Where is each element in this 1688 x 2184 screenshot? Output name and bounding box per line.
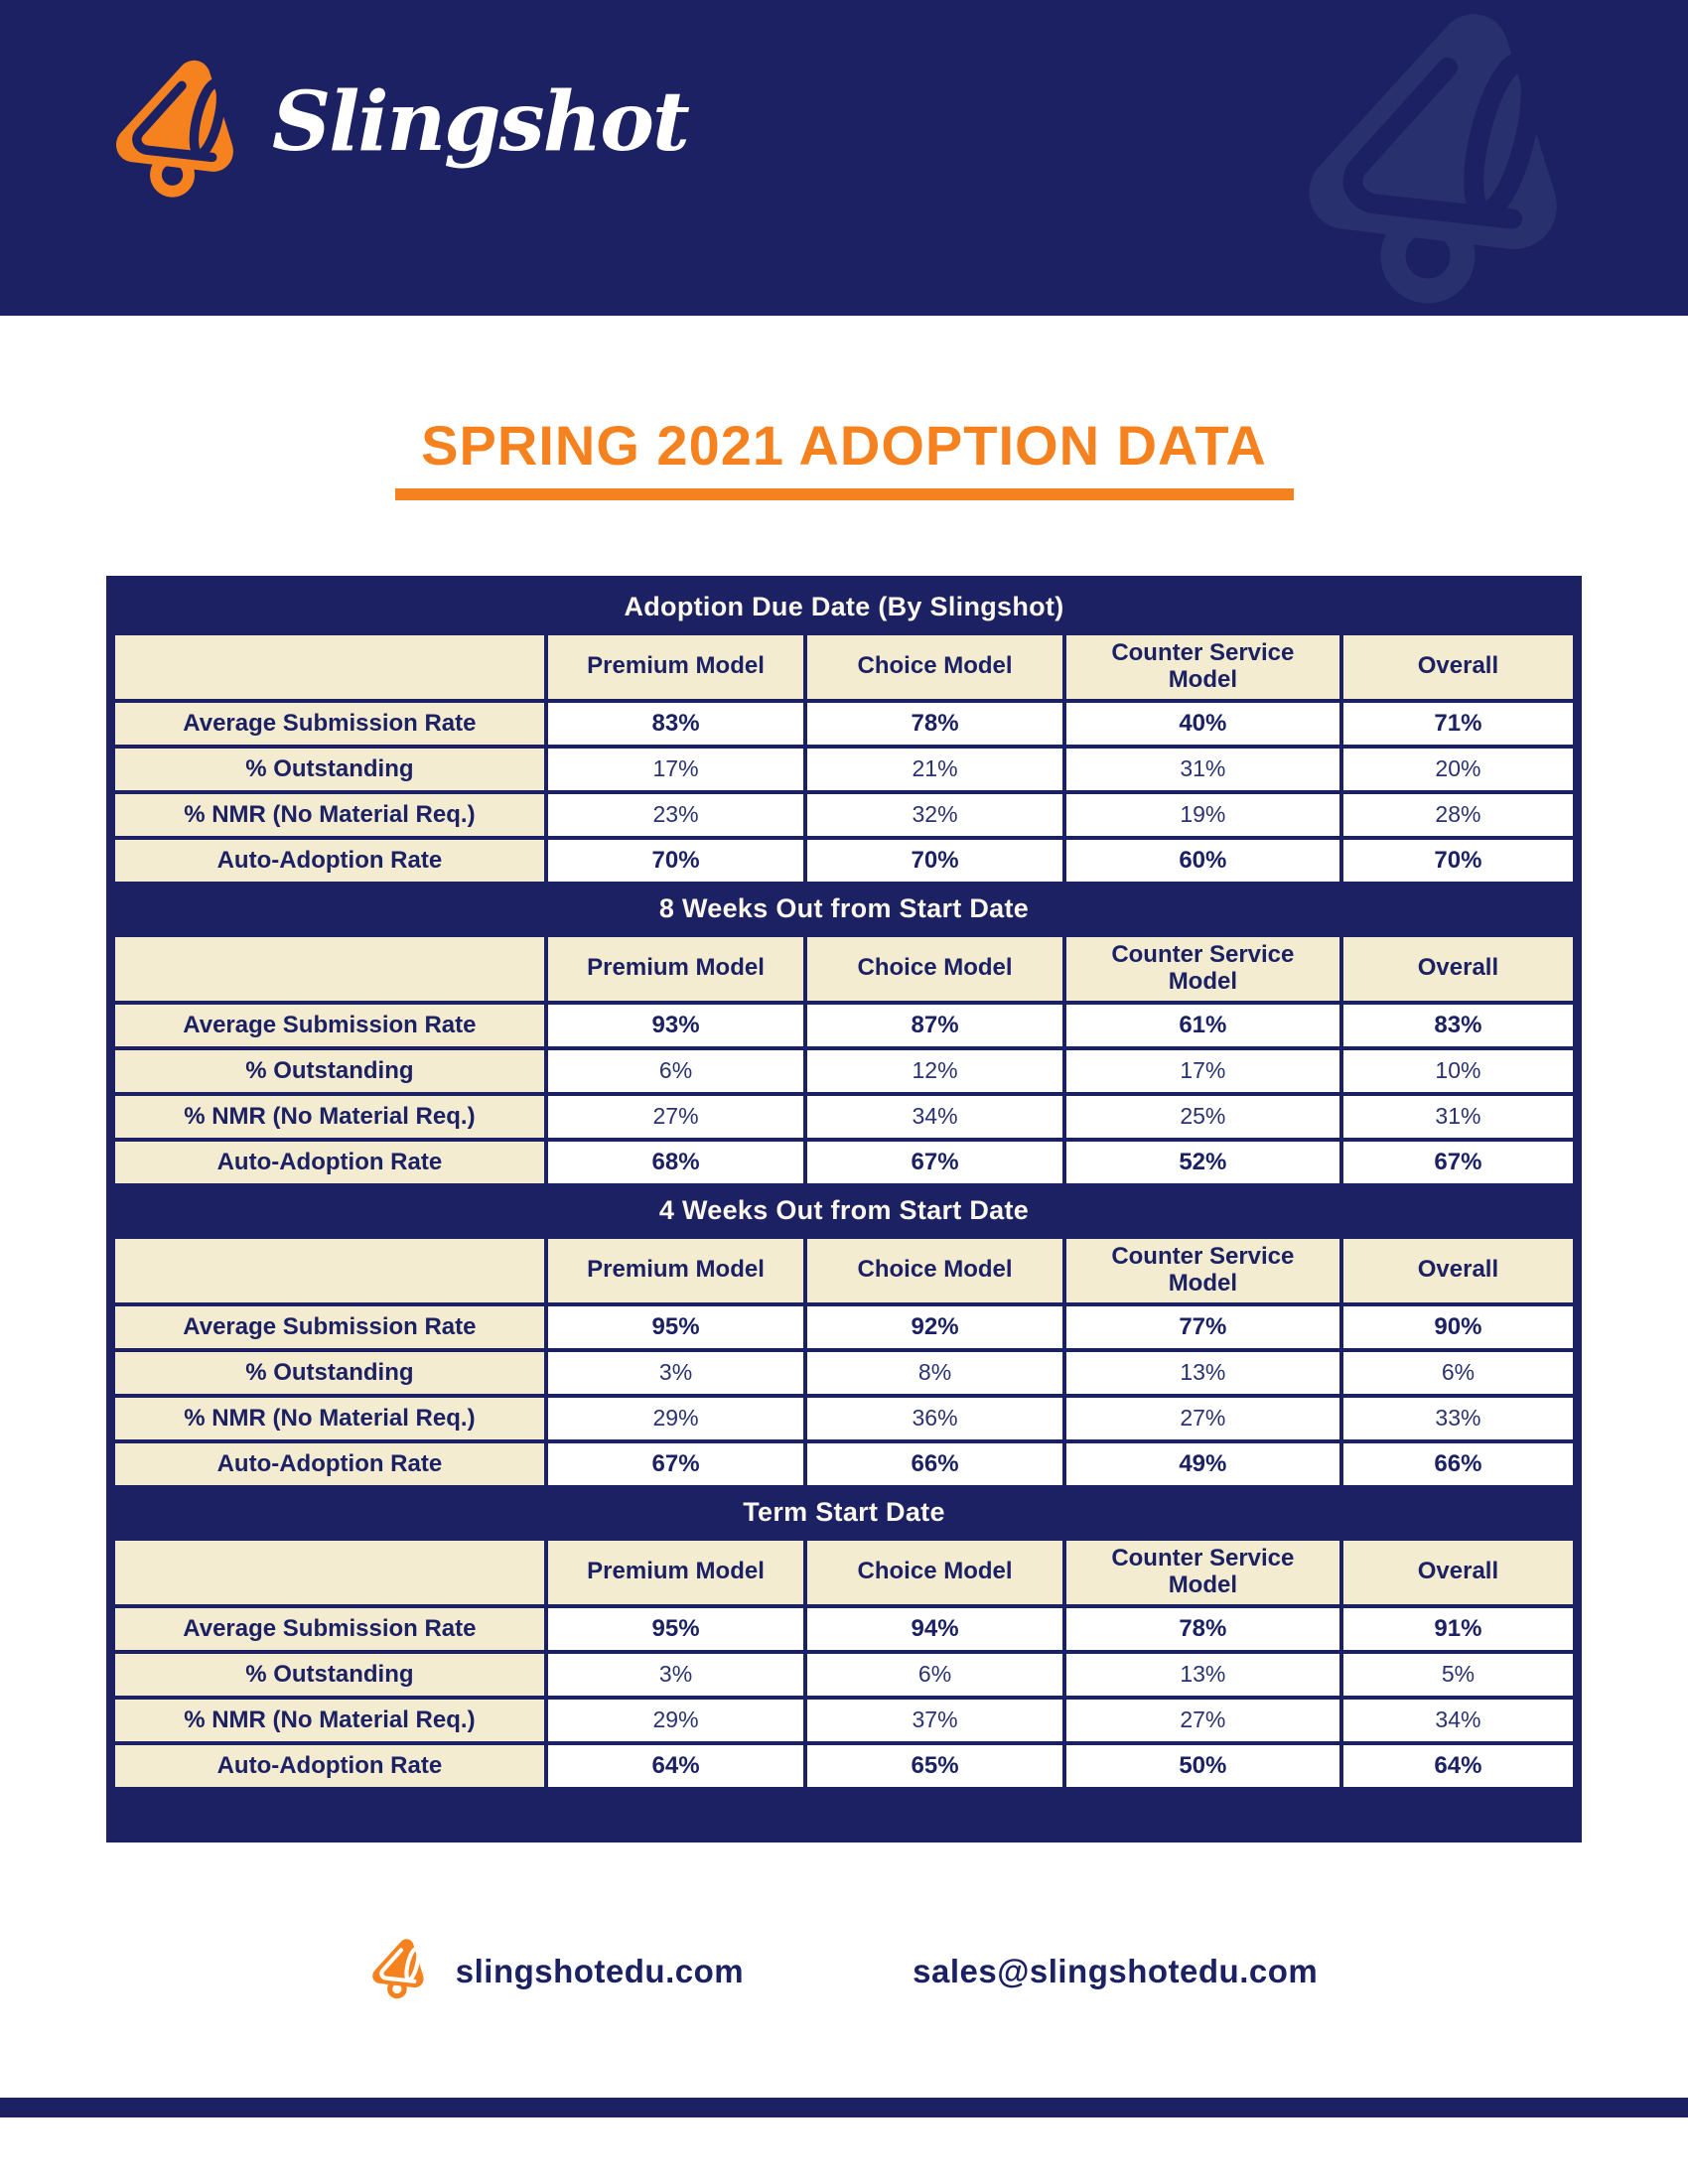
row-label: Average Submission Rate	[115, 1306, 544, 1348]
footer-email	[913, 1953, 1318, 1990]
data-cell: 49%	[1066, 1443, 1339, 1485]
website-link[interactable]: slingshotedu.com	[455, 1952, 745, 1989]
data-cell: 52%	[1066, 1142, 1339, 1183]
data-cell: 66%	[1343, 1443, 1573, 1485]
data-cell: 50%	[1066, 1745, 1339, 1787]
footer	[0, 1938, 1688, 2005]
data-cell: 25%	[1066, 1096, 1339, 1138]
data-cell: 70%	[548, 840, 804, 882]
data-cell: 83%	[548, 703, 804, 745]
column-header: Premium Model	[548, 1541, 804, 1604]
data-cell: 67%	[807, 1142, 1062, 1183]
column-header: Counter Service Model	[1066, 1541, 1339, 1604]
data-cell: 60%	[1066, 840, 1339, 882]
row-label: % NMR (No Material Req.)	[115, 1398, 544, 1439]
section-title: 4 Weeks Out from Start Date	[658, 1195, 1030, 1226]
data-cell: 93%	[548, 1005, 804, 1046]
section-grid	[115, 1541, 1573, 1787]
brand-wordmark: Slingshot	[272, 74, 688, 170]
section-grid	[115, 1239, 1573, 1485]
data-cell: 40%	[1066, 703, 1339, 745]
data-cell: 32%	[807, 794, 1062, 836]
data-cell: 27%	[1066, 1700, 1339, 1741]
data-cell: 34%	[807, 1096, 1062, 1138]
title-underline	[395, 488, 1294, 500]
data-cell: 94%	[807, 1608, 1062, 1650]
megaphone-icon	[370, 1938, 432, 2005]
bottom-accent-bar	[0, 2098, 1688, 2117]
row-label: % Outstanding	[115, 1050, 544, 1092]
column-header: Overall	[1343, 635, 1573, 699]
data-cell: 67%	[1343, 1142, 1573, 1183]
data-cell: 95%	[548, 1608, 804, 1650]
row-label: % NMR (No Material Req.)	[115, 1700, 544, 1741]
row-label: % NMR (No Material Req.)	[115, 1096, 544, 1138]
data-cell: 20%	[1343, 749, 1573, 790]
row-label: Average Submission Rate	[115, 1005, 544, 1046]
data-cell: 6%	[1343, 1352, 1573, 1394]
footer-website	[370, 1938, 744, 2005]
data-cell: 65%	[807, 1745, 1062, 1787]
data-cell: 19%	[1066, 794, 1339, 836]
data-cell: 23%	[548, 794, 804, 836]
column-header: Overall	[1343, 937, 1573, 1001]
data-cell: 28%	[1343, 794, 1573, 836]
data-cell: 31%	[1343, 1096, 1573, 1138]
column-header: Choice Model	[807, 635, 1062, 699]
data-cell: 13%	[1066, 1352, 1339, 1394]
data-cell: 64%	[548, 1745, 804, 1787]
data-cell: 3%	[548, 1654, 804, 1696]
corner-cell	[115, 635, 544, 699]
column-header: Premium Model	[548, 937, 804, 1001]
section-grid	[115, 937, 1573, 1183]
section-grid	[115, 635, 1573, 882]
data-cell: 68%	[548, 1142, 804, 1183]
row-label: Auto-Adoption Rate	[115, 840, 544, 882]
column-header: Counter Service Model	[1066, 937, 1339, 1001]
row-label: Auto-Adoption Rate	[115, 1142, 544, 1183]
column-header: Choice Model	[807, 1239, 1062, 1302]
data-cell: 34%	[1343, 1700, 1573, 1741]
brand-logo	[111, 58, 688, 212]
row-label: % Outstanding	[115, 1352, 544, 1394]
data-cell: 87%	[807, 1005, 1062, 1046]
data-cell: 6%	[807, 1654, 1062, 1696]
row-label: Auto-Adoption Rate	[115, 1745, 544, 1787]
column-header: Overall	[1343, 1239, 1573, 1302]
row-label: Average Submission Rate	[115, 703, 544, 745]
row-label: Auto-Adoption Rate	[115, 1443, 544, 1485]
data-cell: 64%	[1343, 1745, 1573, 1787]
data-cell: 95%	[548, 1306, 804, 1348]
data-cell: 70%	[807, 840, 1062, 882]
adoption-data-table	[106, 576, 1582, 1843]
section-title: Term Start Date	[743, 1497, 945, 1528]
data-cell: 90%	[1343, 1306, 1573, 1348]
data-cell: 91%	[1343, 1608, 1573, 1650]
megaphone-icon	[111, 58, 252, 212]
megaphone-watermark-icon	[1249, 8, 1646, 316]
corner-cell	[115, 1541, 544, 1604]
row-label: % NMR (No Material Req.)	[115, 794, 544, 836]
column-header: Premium Model	[548, 635, 804, 699]
column-header: Premium Model	[548, 1239, 804, 1302]
data-cell: 37%	[807, 1700, 1062, 1741]
data-cell: 3%	[548, 1352, 804, 1394]
row-label: Average Submission Rate	[115, 1608, 544, 1650]
column-header: Counter Service Model	[1066, 635, 1339, 699]
section-title: 8 Weeks Out from Start Date	[658, 893, 1030, 924]
header-banner	[0, 0, 1688, 316]
data-cell: 13%	[1066, 1654, 1339, 1696]
data-cell: 31%	[1066, 749, 1339, 790]
data-cell: 6%	[548, 1050, 804, 1092]
data-cell: 27%	[548, 1096, 804, 1138]
data-cell: 61%	[1066, 1005, 1339, 1046]
data-cell: 29%	[548, 1700, 804, 1741]
data-cell: 67%	[548, 1443, 804, 1485]
corner-cell	[115, 937, 544, 1001]
data-cell: 10%	[1343, 1050, 1573, 1092]
data-cell: 77%	[1066, 1306, 1339, 1348]
data-cell: 12%	[807, 1050, 1062, 1092]
column-header: Counter Service Model	[1066, 1239, 1339, 1302]
data-cell: 36%	[807, 1398, 1062, 1439]
section-title: Adoption Due Date (By Slingshot)	[624, 592, 1064, 622]
row-label: % Outstanding	[115, 1654, 544, 1696]
column-header: Choice Model	[807, 1541, 1062, 1604]
data-cell: 17%	[1066, 1050, 1339, 1092]
page-title: SPRING 2021 ADOPTION DATA	[421, 414, 1267, 477]
column-header: Choice Model	[807, 937, 1062, 1001]
data-cell: 17%	[548, 749, 804, 790]
data-cell: 8%	[807, 1352, 1062, 1394]
data-cell: 70%	[1343, 840, 1573, 882]
column-header: Overall	[1343, 1541, 1573, 1604]
row-label: % Outstanding	[115, 749, 544, 790]
data-cell: 78%	[807, 703, 1062, 745]
data-cell: 83%	[1343, 1005, 1573, 1046]
data-cell: 71%	[1343, 703, 1573, 745]
data-cell: 29%	[548, 1398, 804, 1439]
data-cell: 78%	[1066, 1608, 1339, 1650]
data-cell: 66%	[807, 1443, 1062, 1485]
email-link[interactable]: sales@slingshotedu.com	[913, 1952, 1319, 1989]
data-cell: 92%	[807, 1306, 1062, 1348]
data-cell: 33%	[1343, 1398, 1573, 1439]
data-cell: 5%	[1343, 1654, 1573, 1696]
data-cell: 27%	[1066, 1398, 1339, 1439]
corner-cell	[115, 1239, 544, 1302]
data-cell: 21%	[807, 749, 1062, 790]
